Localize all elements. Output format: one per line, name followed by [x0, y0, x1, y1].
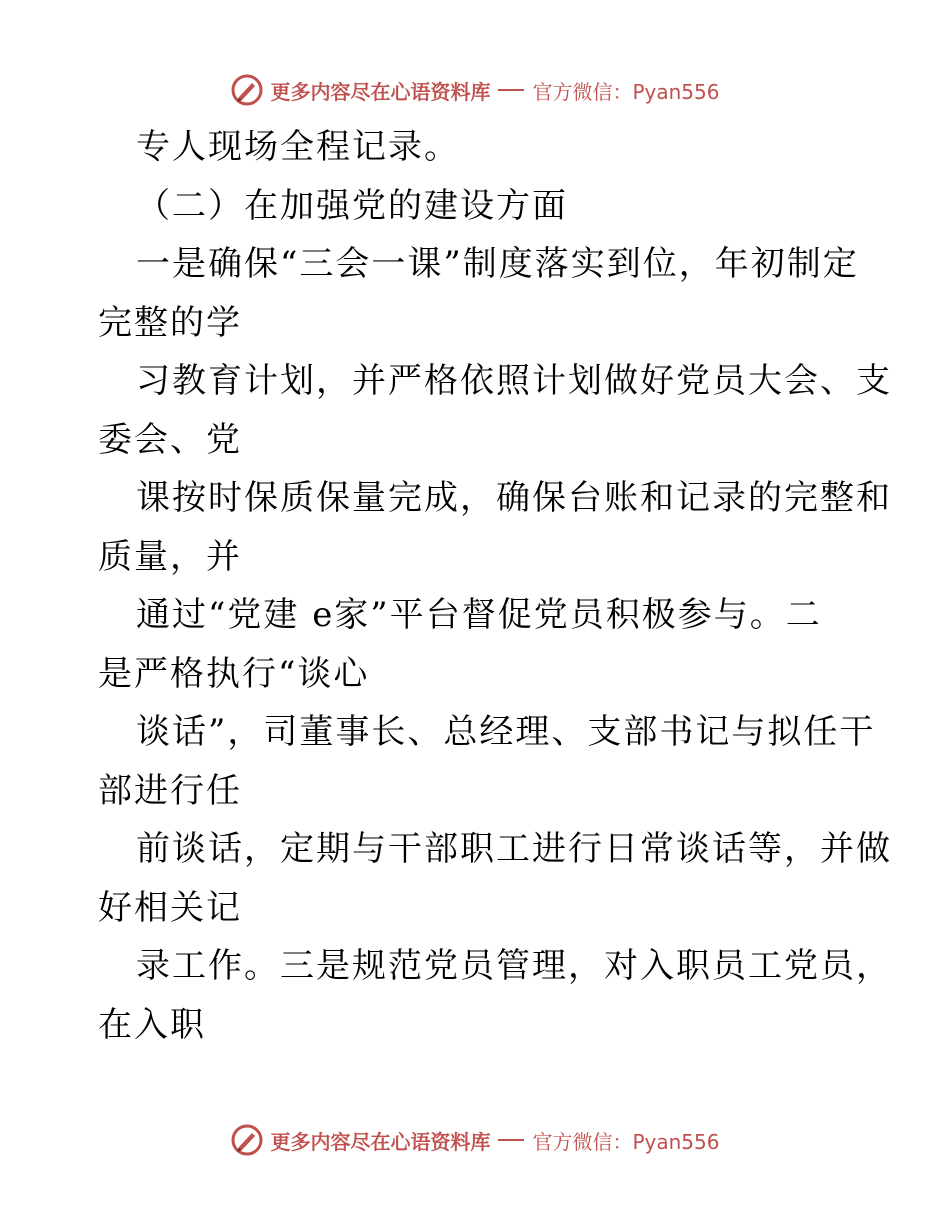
header-watermark: [0, 70, 950, 110]
text-line: 部进行任: [98, 770, 242, 811]
text-line: 课按时保质保量完成，确保台账和记录的完整和: [136, 478, 892, 518]
text-line: 习教育计划，并严格依照计划做好党员大会、支: [136, 361, 892, 401]
text-line: 质量，并: [98, 536, 242, 577]
text-line: 专人现场全程记录。: [136, 127, 460, 167]
watermark-group: [230, 1123, 719, 1157]
pen-logo-icon: [230, 1123, 264, 1157]
watermark-brand-text: 更多内容尽在心语资料库: [270, 79, 491, 104]
text-line: 录工作。三是规范党员管理，对入职员工党员，: [136, 946, 892, 986]
watermark-group: [230, 73, 719, 107]
text-line: 在入职: [98, 1004, 206, 1045]
text-line: 前谈话，定期与干部职工进行日常谈话等，并做: [136, 829, 892, 869]
watermark-official-text: 官方微信：Pyan556: [532, 79, 720, 104]
text-line: 好相关记: [98, 887, 242, 928]
text-line: 完整的学: [98, 302, 242, 343]
watermark-dash: [498, 1139, 524, 1141]
text-line: 委会、党: [98, 419, 242, 460]
text-line: 谈话”，司董事长、总经理、支部书记与拟任干: [136, 712, 876, 752]
text-line: 通过“党建 e家”平台督促党员积极参与。二: [136, 595, 822, 635]
watermark-official-text: 官方微信：Pyan556: [532, 1129, 720, 1154]
section-heading: （二）在加强党的建设方面: [136, 185, 568, 226]
watermark-dash: [498, 89, 524, 91]
text-line: 是严格执行“谈心: [98, 653, 370, 694]
pen-logo-icon: [230, 73, 264, 107]
footer-watermark: [0, 1120, 950, 1160]
watermark-brand-text: 更多内容尽在心语资料库: [270, 1129, 491, 1154]
text-line: 一是确保“三会一课”制度落实到位，年初制定: [136, 244, 859, 284]
document-body: [98, 118, 892, 1054]
